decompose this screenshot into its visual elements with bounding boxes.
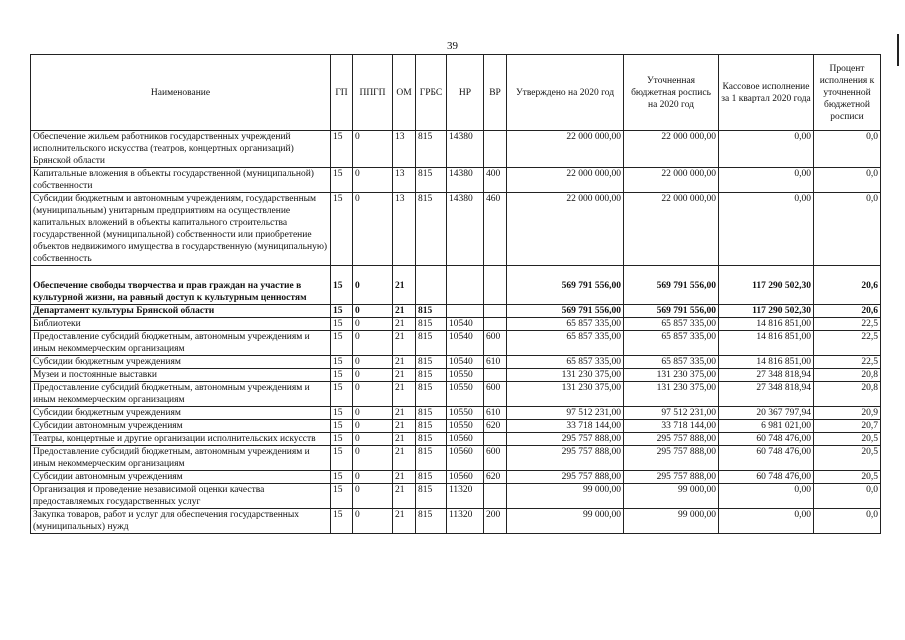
row-grbs: 815 (416, 318, 447, 331)
row-ppgp: 0 (353, 168, 393, 193)
row-name: Библиотеки (31, 318, 331, 331)
table-row (31, 509, 881, 534)
row-np: 10540 (447, 356, 484, 369)
row-grbs: 815 (416, 420, 447, 433)
row-approved: 569 791 556,00 (507, 266, 624, 305)
row-gp: 15 (331, 305, 353, 318)
page-number: 39 (447, 40, 458, 52)
row-refined: 99 000,00 (624, 509, 719, 534)
row-refined: 65 857 335,00 (624, 318, 719, 331)
row-percent: 22,5 (814, 356, 881, 369)
row-cash: 0,00 (719, 168, 814, 193)
row-refined: 295 757 888,00 (624, 433, 719, 446)
row-approved: 65 857 335,00 (507, 356, 624, 369)
row-ppgp: 0 (353, 382, 393, 407)
row-cash: 0,00 (719, 131, 814, 168)
row-refined: 569 791 556,00 (624, 266, 719, 305)
table-row (31, 331, 881, 356)
row-cash: 60 748 476,00 (719, 433, 814, 446)
table-row (31, 471, 881, 484)
row-percent: 0,0 (814, 509, 881, 534)
table-row (31, 318, 881, 331)
row-approved: 22 000 000,00 (507, 193, 624, 266)
row-om: 21 (393, 369, 416, 382)
row-approved: 65 857 335,00 (507, 331, 624, 356)
row-ppgp: 0 (353, 369, 393, 382)
row-ppgp: 0 (353, 331, 393, 356)
row-approved: 295 757 888,00 (507, 433, 624, 446)
row-ppgp: 0 (353, 193, 393, 266)
row-refined: 22 000 000,00 (624, 168, 719, 193)
row-approved: 65 857 335,00 (507, 318, 624, 331)
row-np: 14380 (447, 168, 484, 193)
row-percent: 0,0 (814, 131, 881, 168)
row-percent: 20,5 (814, 471, 881, 484)
row-name: Департамент культуры Брянской области (31, 305, 331, 318)
row-cash: 117 290 502,30 (719, 266, 814, 305)
row-approved: 131 230 375,00 (507, 369, 624, 382)
row-cash: 14 816 851,00 (719, 331, 814, 356)
row-gp: 15 (331, 509, 353, 534)
row-grbs: 815 (416, 305, 447, 318)
row-gp: 15 (331, 382, 353, 407)
header-cash: Кассовое исполнение за 1 квартал 2020 года (719, 55, 814, 131)
row-ppgp: 0 (353, 318, 393, 331)
row-approved: 569 791 556,00 (507, 305, 624, 318)
row-name: Субсидии бюджетным и автономным учреждениям, государственным (муниципальным) унитарным предприятиям на осуществление капитальных вложений в объекты капитального строительства государственной (муниципальной) собственности или приобретение объектов недвижимого имущества в государственную (муниципальную) собственность (31, 193, 331, 266)
row-vr (484, 305, 507, 318)
row-cash: 14 816 851,00 (719, 356, 814, 369)
row-np: 10540 (447, 318, 484, 331)
row-name: Организация и проведение независимой оценки качества предоставляемых государственных услуг (31, 484, 331, 509)
row-gp: 15 (331, 471, 353, 484)
row-om: 21 (393, 420, 416, 433)
row-om: 21 (393, 484, 416, 509)
row-name: Субсидии бюджетным учреждениям (31, 407, 331, 420)
row-np (447, 266, 484, 305)
header-approved: Утверждено на 2020 год (507, 55, 624, 131)
header-gp: ГП (331, 55, 353, 131)
row-om: 21 (393, 471, 416, 484)
row-refined: 295 757 888,00 (624, 446, 719, 471)
row-gp: 15 (331, 331, 353, 356)
table-row (31, 446, 881, 471)
row-gp: 15 (331, 318, 353, 331)
row-vr: 460 (484, 193, 507, 266)
row-name: Субсидии автономным учреждениям (31, 420, 331, 433)
row-approved: 295 757 888,00 (507, 471, 624, 484)
row-np: 10540 (447, 331, 484, 356)
row-refined: 131 230 375,00 (624, 382, 719, 407)
row-np: 10550 (447, 420, 484, 433)
row-name: Субсидии автономным учреждениям (31, 471, 331, 484)
row-np (447, 305, 484, 318)
row-cash: 0,00 (719, 193, 814, 266)
row-name: Закупка товаров, работ и услуг для обеспечения государственных (муниципальных) нужд (31, 509, 331, 534)
row-name: Предоставление субсидий бюджетным, автономным учреждениям и иным некоммерческим организациям (31, 446, 331, 471)
row-cash: 0,00 (719, 484, 814, 509)
row-refined: 65 857 335,00 (624, 356, 719, 369)
row-ppgp: 0 (353, 433, 393, 446)
row-percent: 20,6 (814, 266, 881, 305)
row-gp: 15 (331, 369, 353, 382)
row-cash: 117 290 502,30 (719, 305, 814, 318)
row-name: Обеспечение жильем работников государственных учреждений исполнительского искусства (театров, концертных организаций) Брянской области (31, 131, 331, 168)
row-cash: 60 748 476,00 (719, 446, 814, 471)
row-refined: 22 000 000,00 (624, 131, 719, 168)
row-np: 11320 (447, 484, 484, 509)
row-vr: 600 (484, 331, 507, 356)
table-row (31, 305, 881, 318)
row-gp: 15 (331, 193, 353, 266)
row-percent: 22,5 (814, 331, 881, 356)
row-refined: 295 757 888,00 (624, 471, 719, 484)
row-cash: 0,00 (719, 509, 814, 534)
row-gp: 15 (331, 433, 353, 446)
row-om: 13 (393, 193, 416, 266)
row-approved: 33 718 144,00 (507, 420, 624, 433)
row-approved: 295 757 888,00 (507, 446, 624, 471)
row-cash: 60 748 476,00 (719, 471, 814, 484)
row-om: 21 (393, 382, 416, 407)
row-approved: 99 000,00 (507, 509, 624, 534)
row-name: Театры, концертные и другие организации исполнительских искусств (31, 433, 331, 446)
row-grbs: 815 (416, 433, 447, 446)
row-om: 21 (393, 446, 416, 471)
row-percent: 0,0 (814, 484, 881, 509)
row-om: 21 (393, 266, 416, 305)
row-percent: 20,8 (814, 369, 881, 382)
row-ppgp: 0 (353, 266, 393, 305)
row-approved: 22 000 000,00 (507, 168, 624, 193)
row-cash: 20 367 797,94 (719, 407, 814, 420)
row-cash: 6 981 021,00 (719, 420, 814, 433)
row-gp: 15 (331, 266, 353, 305)
row-grbs: 815 (416, 193, 447, 266)
row-name: Предоставление субсидий бюджетным, автономным учреждениям и иным некоммерческим организациям (31, 331, 331, 356)
row-gp: 15 (331, 446, 353, 471)
row-name: Музеи и постоянные выставки (31, 369, 331, 382)
row-cash: 27 348 818,94 (719, 382, 814, 407)
row-approved: 99 000,00 (507, 484, 624, 509)
table-row (31, 420, 881, 433)
row-percent: 20,8 (814, 382, 881, 407)
row-name: Обеспечение свободы творчества и прав граждан на участие в культурной жизни, на равный доступ к культурным ценностям (31, 266, 331, 305)
row-name: Капитальные вложения в объекты государственной (муниципальной) собственности (31, 168, 331, 193)
row-vr: 620 (484, 420, 507, 433)
row-ppgp: 0 (353, 131, 393, 168)
row-vr: 610 (484, 356, 507, 369)
row-np: 14380 (447, 193, 484, 266)
row-ppgp: 0 (353, 420, 393, 433)
row-vr: 600 (484, 382, 507, 407)
row-vr: 620 (484, 471, 507, 484)
row-grbs: 815 (416, 407, 447, 420)
row-refined: 22 000 000,00 (624, 193, 719, 266)
row-grbs: 815 (416, 471, 447, 484)
table-row (31, 484, 881, 509)
row-refined: 65 857 335,00 (624, 331, 719, 356)
row-ppgp: 0 (353, 471, 393, 484)
row-grbs: 815 (416, 331, 447, 356)
header-ppgp: ППГП (353, 55, 393, 131)
row-approved: 97 512 231,00 (507, 407, 624, 420)
header-grbs: ГРБС (416, 55, 447, 131)
row-refined: 97 512 231,00 (624, 407, 719, 420)
row-percent: 0,0 (814, 168, 881, 193)
row-ppgp: 0 (353, 305, 393, 318)
row-gp: 15 (331, 168, 353, 193)
row-name: Предоставление субсидий бюджетным, автономным учреждениям и иным некоммерческим организациям (31, 382, 331, 407)
row-vr (484, 484, 507, 509)
table-row (31, 356, 881, 369)
row-vr (484, 369, 507, 382)
row-vr: 600 (484, 446, 507, 471)
header-om: ОМ (393, 55, 416, 131)
row-grbs: 815 (416, 509, 447, 534)
row-grbs (416, 266, 447, 305)
row-grbs: 815 (416, 369, 447, 382)
row-grbs: 815 (416, 446, 447, 471)
row-percent: 20,7 (814, 420, 881, 433)
row-om: 21 (393, 331, 416, 356)
margin-mark (897, 34, 899, 66)
row-vr: 400 (484, 168, 507, 193)
row-grbs: 815 (416, 484, 447, 509)
table-header-row (31, 55, 881, 131)
row-percent: 20,6 (814, 305, 881, 318)
row-gp: 15 (331, 407, 353, 420)
row-ppgp: 0 (353, 484, 393, 509)
row-vr (484, 318, 507, 331)
row-np: 10550 (447, 382, 484, 407)
row-gp: 15 (331, 356, 353, 369)
row-vr (484, 433, 507, 446)
table-row (31, 407, 881, 420)
row-grbs: 815 (416, 356, 447, 369)
row-refined: 33 718 144,00 (624, 420, 719, 433)
table-row (31, 131, 881, 168)
row-np: 10560 (447, 446, 484, 471)
header-vr: ВР (484, 55, 507, 131)
row-cash: 14 816 851,00 (719, 318, 814, 331)
row-om: 21 (393, 305, 416, 318)
row-om: 21 (393, 509, 416, 534)
row-gp: 15 (331, 484, 353, 509)
table-row (31, 266, 881, 305)
budget-table (30, 54, 881, 534)
row-np: 10560 (447, 433, 484, 446)
row-np: 10550 (447, 369, 484, 382)
row-om: 21 (393, 433, 416, 446)
row-gp: 15 (331, 131, 353, 168)
row-om: 21 (393, 318, 416, 331)
row-np: 14380 (447, 131, 484, 168)
table-row (31, 168, 881, 193)
row-percent: 20,9 (814, 407, 881, 420)
row-cash: 27 348 818,94 (719, 369, 814, 382)
row-refined: 131 230 375,00 (624, 369, 719, 382)
row-om: 13 (393, 168, 416, 193)
row-percent: 20,5 (814, 433, 881, 446)
header-np: НР (447, 55, 484, 131)
row-approved: 22 000 000,00 (507, 131, 624, 168)
row-vr: 200 (484, 509, 507, 534)
row-approved: 131 230 375,00 (507, 382, 624, 407)
row-om: 21 (393, 356, 416, 369)
row-om: 13 (393, 131, 416, 168)
table-row (31, 382, 881, 407)
row-vr (484, 131, 507, 168)
row-ppgp: 0 (353, 407, 393, 420)
row-percent: 0,0 (814, 193, 881, 266)
row-vr (484, 266, 507, 305)
table-row (31, 433, 881, 446)
row-np: 10550 (447, 407, 484, 420)
row-vr: 610 (484, 407, 507, 420)
row-ppgp: 0 (353, 446, 393, 471)
row-np: 10560 (447, 471, 484, 484)
row-ppgp: 0 (353, 356, 393, 369)
header-refined: Уточненная бюджетная роспись на 2020 год (624, 55, 719, 131)
row-grbs: 815 (416, 168, 447, 193)
row-grbs: 815 (416, 131, 447, 168)
header-name: Наименование (31, 55, 331, 131)
row-grbs: 815 (416, 382, 447, 407)
row-np: 11320 (447, 509, 484, 534)
row-refined: 569 791 556,00 (624, 305, 719, 318)
row-name: Субсидии бюджетным учреждениям (31, 356, 331, 369)
row-percent: 22,5 (814, 318, 881, 331)
table-row (31, 193, 881, 266)
row-gp: 15 (331, 420, 353, 433)
row-ppgp: 0 (353, 509, 393, 534)
row-percent: 20,5 (814, 446, 881, 471)
row-om: 21 (393, 407, 416, 420)
header-percent: Процент исполнения к уточненной бюджетной росписи (814, 55, 881, 131)
table-row (31, 369, 881, 382)
row-refined: 99 000,00 (624, 484, 719, 509)
